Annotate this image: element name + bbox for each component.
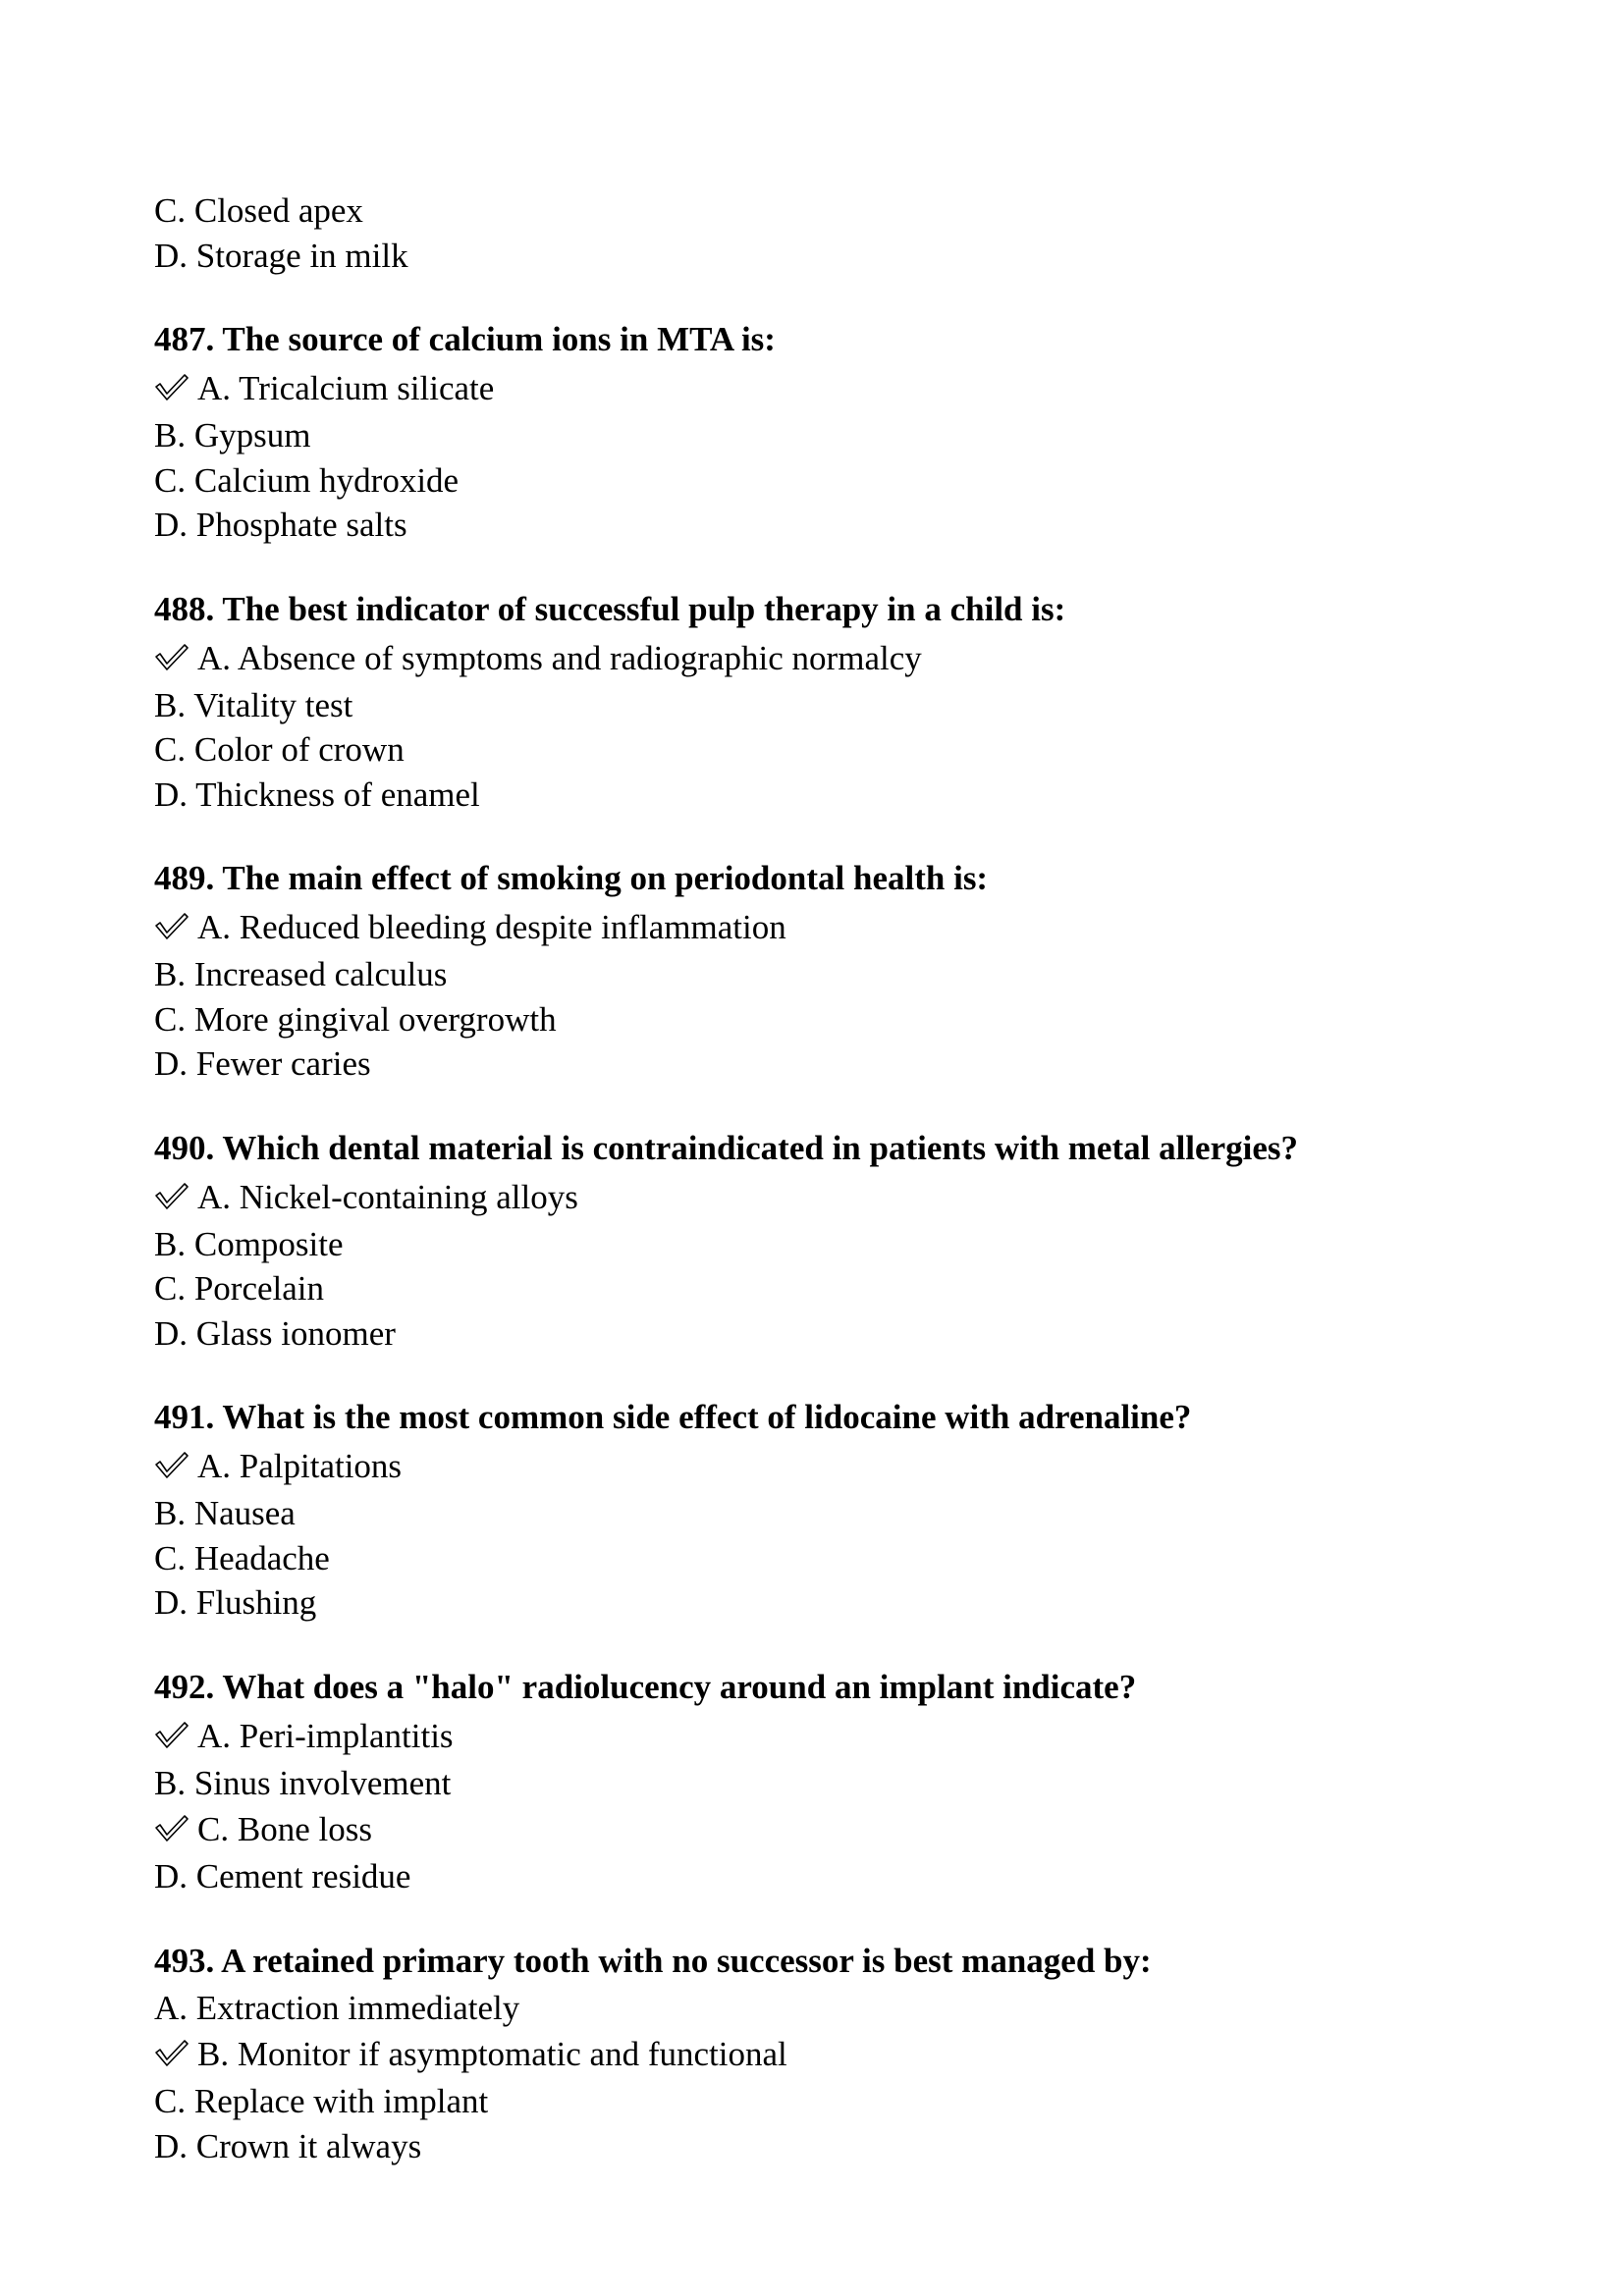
question-title: 493. A retained primary tooth with no successor is best managed by:: [154, 1941, 1152, 1980]
answer-option-text: C. Closed apex: [154, 191, 363, 230]
answer-option-text: C. More gingival overgrowth: [154, 999, 557, 1039]
answer-option-text: A. Absence of symptoms and radiographic normalcy: [197, 638, 922, 677]
answer-option-text: C. Bone loss: [197, 1810, 372, 1848]
answer-option-text: A. Extraction immediately: [154, 1988, 520, 2027]
checkmark-icon: [154, 912, 189, 941]
answer-option-text: B. Monitor if asymptomatic and functional: [197, 2035, 787, 2073]
question-block: [154, 854, 1509, 1087]
question-block: [154, 1937, 1509, 2169]
answer-option: [154, 458, 1509, 504]
answer-option: [154, 188, 1509, 234]
question-title: 487. The source of calcium ions in MTA is:: [154, 320, 776, 358]
question-block: [154, 315, 1509, 548]
answer-option-text: D. Phosphate salts: [154, 506, 407, 544]
question-title: 488. The best indicator of successful pulp therapy in a child is:: [154, 589, 1066, 628]
answer-option-text: C. Color of crown: [154, 730, 405, 769]
answer-option: [154, 1222, 1509, 1267]
answer-option-text: B. Sinus involvement: [154, 1763, 452, 1802]
answer-option: [154, 997, 1509, 1042]
answer-option: [154, 1442, 1509, 1491]
question-title: 489. The main effect of smoking on periodontal health is:: [154, 859, 989, 897]
answer-option: [154, 364, 1509, 413]
answer-option: [154, 2030, 1509, 2079]
question-title: 491. What is the most common side effect of lidocaine with adrenaline?: [154, 1398, 1192, 1436]
answer-option-text: B. Gypsum: [154, 416, 311, 454]
question-block: [154, 1663, 1509, 1899]
checkmark-icon: [154, 1182, 189, 1211]
answer-option-text: A. Tricalcium silicate: [197, 369, 495, 407]
answer-option: [154, 234, 1509, 279]
answer-option-text: B. Composite: [154, 1224, 344, 1263]
document-page: [154, 188, 1509, 2168]
answer-option: [154, 1491, 1509, 1536]
checkmark-icon: [154, 1814, 189, 1843]
checkmark-icon: [154, 1721, 189, 1750]
answer-option: [154, 1805, 1509, 1854]
answer-option: [154, 1173, 1509, 1222]
answer-option: [154, 1712, 1509, 1761]
answer-option-text: D. Cement residue: [154, 1857, 411, 1896]
answer-option-text: A. Nickel-containing alloys: [197, 1177, 578, 1216]
answer-option: [154, 773, 1509, 818]
answer-option-text: D. Glass ionomer: [154, 1313, 396, 1353]
answer-option: [154, 903, 1509, 952]
question-block: [154, 1393, 1509, 1626]
answer-option-text: B. Nausea: [154, 1494, 296, 1532]
answer-option: [154, 727, 1509, 773]
checkmark-icon: [154, 1451, 189, 1480]
answer-option-text: A. Peri-implantitis: [197, 1716, 454, 1755]
answer-option-text: C. Porcelain: [154, 1269, 325, 1308]
answer-option: [154, 1311, 1509, 1357]
answer-option-text: B. Increased calculus: [154, 955, 448, 993]
answer-option: [154, 1580, 1509, 1626]
answer-option-text: D. Crown it always: [154, 2126, 422, 2165]
answer-option: [154, 2079, 1509, 2124]
answer-option-text: B. Vitality test: [154, 685, 353, 724]
answer-option-text: D. Flushing: [154, 1583, 317, 1622]
question-block: [154, 1124, 1509, 1357]
question-title: 492. What does a "halo" radiolucency around an implant indicate?: [154, 1667, 1137, 1706]
question-block: [154, 585, 1509, 818]
answer-option: [154, 1986, 1509, 2031]
answer-option-text: C. Headache: [154, 1538, 330, 1577]
checkmark-icon: [154, 2039, 189, 2068]
answer-option: [154, 1266, 1509, 1311]
answer-option: [154, 1854, 1509, 1899]
answer-option: [154, 503, 1509, 548]
answer-option-text: D. Fewer caries: [154, 1044, 371, 1083]
answer-option-text: C. Calcium hydroxide: [154, 460, 460, 500]
answer-option: [154, 1041, 1509, 1087]
question-title: 490. Which dental material is contraindicated in patients with metal allergies?: [154, 1128, 1298, 1167]
checkmark-icon: [154, 373, 189, 402]
answer-option-text: C. Replace with implant: [154, 2082, 489, 2120]
answer-option: [154, 952, 1509, 997]
answer-option-text: D. Storage in milk: [154, 236, 408, 275]
answer-option: [154, 413, 1509, 458]
answer-option: [154, 1761, 1509, 1806]
answer-option-text: D. Thickness of enamel: [154, 774, 480, 814]
answer-option-text: A. Reduced bleeding despite inflammation: [197, 908, 786, 946]
answer-option: [154, 683, 1509, 728]
checkmark-icon: [154, 643, 189, 672]
answer-option: [154, 634, 1509, 683]
answer-option: [154, 2124, 1509, 2169]
answer-option: [154, 1536, 1509, 1581]
answer-option-text: A. Palpitations: [197, 1447, 403, 1485]
